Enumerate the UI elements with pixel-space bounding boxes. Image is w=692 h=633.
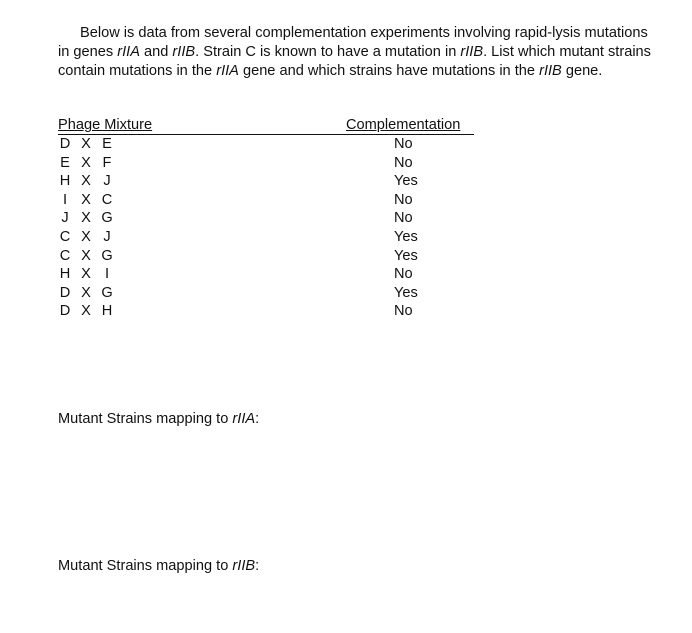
strain-a: H <box>59 266 71 283</box>
gene-riib: rIIB <box>172 44 196 60</box>
gene-riia: rIIA <box>216 63 239 79</box>
strain-a: I <box>62 191 68 208</box>
intro-text-4: . List which mutant strains contain mutations in the <box>58 44 651 79</box>
strain-b: G <box>101 210 113 227</box>
complementation-table <box>58 117 474 321</box>
strain-a: D <box>59 136 71 152</box>
strain-a: D <box>59 303 71 320</box>
table-row <box>58 191 474 210</box>
strain-b: E <box>102 136 112 152</box>
cross-symbol: X <box>81 266 91 283</box>
strain-b: C <box>101 191 113 208</box>
strain-a: C <box>59 247 71 264</box>
mapping-riib-prefix: Mutant Strains mapping to <box>58 558 233 574</box>
complementation-result: No <box>394 303 413 320</box>
cross-symbol: X <box>81 303 91 320</box>
table-row <box>58 209 474 228</box>
strain-a: E <box>60 154 70 171</box>
strain-a: D <box>59 284 71 301</box>
intro-paragraph <box>58 24 658 81</box>
cross-symbol: X <box>81 191 91 208</box>
cross-symbol: X <box>81 136 91 152</box>
mapping-riia-prefix: Mutant Strains mapping to <box>58 411 233 427</box>
complementation-result: No <box>394 210 413 227</box>
intro-text-6: gene. <box>561 63 603 79</box>
mapping-riib-gene: rIIB <box>232 558 256 574</box>
table-row <box>58 135 474 154</box>
strain-b: J <box>103 173 111 190</box>
table-body <box>58 135 474 321</box>
intro-text-2: and <box>139 44 173 60</box>
table-row <box>58 228 474 247</box>
complementation-result: Yes <box>394 173 418 190</box>
strain-b: F <box>102 154 112 171</box>
gene-riia: rIIA <box>117 44 140 60</box>
complementation-result: Yes <box>394 247 418 264</box>
gene-riib: rIIB <box>539 63 562 79</box>
intro-text-1: Below is data from several complementation experiments involving rapid-lysis mutations in genes <box>58 25 648 60</box>
table-row <box>58 172 474 191</box>
cross-symbol: X <box>81 173 91 190</box>
strain-b: G <box>101 284 113 301</box>
table-row <box>58 265 474 284</box>
intro-text-3: . Strain C is known to have a mutation in <box>195 44 461 60</box>
header-complementation: Complementation <box>346 117 461 133</box>
strain-b: H <box>101 303 113 320</box>
strain-a: H <box>59 173 71 190</box>
mapping-riia-colon: : <box>255 411 260 427</box>
cross-symbol: X <box>81 210 91 227</box>
mapping-riia-label <box>58 411 259 427</box>
complementation-result: Yes <box>394 228 418 245</box>
strain-b: J <box>103 228 111 245</box>
intro-text-5: gene and which strains have mutations in the <box>238 63 540 79</box>
complementation-result: No <box>394 154 413 171</box>
complementation-result: No <box>394 136 413 152</box>
table-header <box>58 117 474 135</box>
table-row <box>58 154 474 173</box>
mapping-riia-gene: rIIA <box>232 411 256 427</box>
cross-symbol: X <box>81 284 91 301</box>
strain-a: J <box>61 210 69 227</box>
table-row <box>58 247 474 266</box>
strain-a: C <box>59 228 71 245</box>
complementation-result: No <box>394 191 413 208</box>
header-phage-mixture: Phage Mixture <box>58 117 153 133</box>
mapping-riib-label <box>58 558 259 574</box>
mapping-riib-colon: : <box>255 558 260 574</box>
table-row <box>58 284 474 303</box>
complementation-result: Yes <box>394 284 418 301</box>
complementation-result: No <box>394 266 413 283</box>
cross-symbol: X <box>81 247 91 264</box>
strain-b: G <box>101 247 113 264</box>
gene-riib: rIIB <box>460 44 484 60</box>
strain-b: I <box>104 266 110 283</box>
table-row <box>58 302 474 321</box>
cross-symbol: X <box>81 228 91 245</box>
cross-symbol: X <box>81 154 91 171</box>
